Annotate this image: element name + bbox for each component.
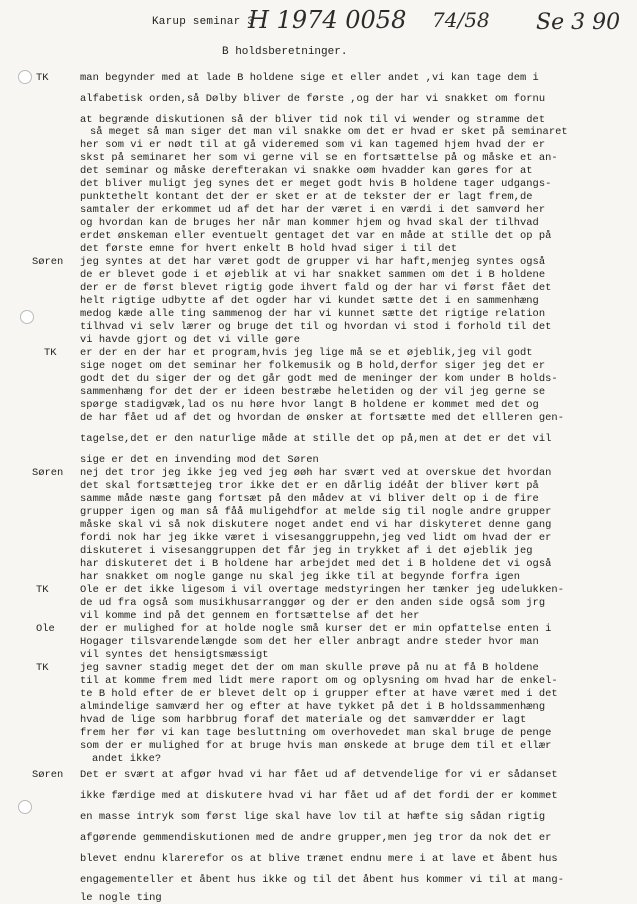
document-subtitle: B holdsberetninger. bbox=[222, 46, 348, 58]
transcript-line: hvad de lige som harbbrug foraf det materiale og det samværdder er lagt bbox=[80, 714, 527, 726]
punch-hole-bottom bbox=[18, 800, 32, 814]
transcript-line: jeg syntes at det har været godt de grupper vi har haft,menjeg syntes også bbox=[80, 256, 546, 268]
punch-hole-top bbox=[18, 70, 32, 84]
transcript-line: sige er det en invending mod det Søren bbox=[80, 454, 319, 466]
speaker-label-tk: TK bbox=[36, 584, 49, 596]
speaker-label-soren: Søren bbox=[32, 769, 64, 781]
transcript-line: det seminar og måske derefterakan vi snakke oøm hvadder kan gøres for at bbox=[80, 165, 533, 177]
transcript-line: samtaler der erkommet ud af det har der været i en værdi i det samvørd her bbox=[80, 204, 546, 216]
transcript-line: samme måde næste gang fortsæt på den mådev at vi bliver delt op i de fire bbox=[80, 493, 539, 505]
transcript-line: der er mulighed for at holde nogle små kurser det er min opfattelse enten i bbox=[80, 623, 552, 635]
transcript-line: spørge stadigvæk,lad os nu høre hvor langt B holdene er kommet med det og bbox=[80, 399, 539, 411]
transcript-line: diskuteret i visesanggruppen det får jeg in trykket af i det øjeblik jeg bbox=[80, 545, 533, 557]
transcript-line: de har fået ud af det og hvordan de ønsker at fortsætte med det ellleren gen- bbox=[80, 412, 564, 424]
transcript-line: frem her før vi kan tage besluttning om overhovedet man skal bruge de penge bbox=[80, 727, 552, 739]
transcript-line: vi havde gjort og det vi ville gøre bbox=[80, 334, 300, 346]
transcript-line: Det er svært at afgør hvad vi har fået ud af detvendelige for vi er sådanset bbox=[80, 769, 558, 781]
handwritten-archive-number: H 1974 0058 bbox=[248, 6, 407, 34]
transcript-line: det skal fortsættejeg tror ikke det er en dårlig idéåt der bliver kørt på bbox=[80, 480, 539, 492]
transcript-line: jeg savner stadig meget det der om man skulle prøve på nu at få B holdene bbox=[80, 662, 539, 674]
transcript-line: der er de først blevet rigtig gode ihvert fald og der har vi først fået det bbox=[80, 282, 552, 294]
transcript-line: medog kæde alle ting sammenog der har vi kunnet sætte det rigtige relation bbox=[80, 308, 546, 320]
transcript-line: vil komme ind på det gennem en fortsættelse af det her bbox=[80, 610, 420, 622]
transcript-line: blevet endnu klarerefor os at blive trænet endnu mere i at lave et åbent hus bbox=[80, 853, 558, 865]
transcript-line: de ud fra også som musikhusarranggør og der er den anden side også som jrg bbox=[80, 597, 546, 609]
transcript-line: le nogle ting bbox=[80, 892, 162, 904]
transcript-line: tagelse,det er den naturlige måde at stille det op på,men at det er det vil bbox=[80, 433, 552, 445]
transcript-line: at begrænde diskutionen så der bliver tid nok til vi wender og stramme det bbox=[80, 114, 546, 126]
speaker-label-soren: Søren bbox=[32, 467, 64, 479]
handwritten-reference: 74/58 bbox=[432, 8, 490, 32]
transcript-line: og hvordan kan de bruges her når man kommer hjem og hvad skal der tilhvad bbox=[80, 217, 539, 229]
transcript-line: måske skal vi så nok diskutere noget andet end vi har diskyteret denne gang bbox=[80, 519, 552, 531]
transcript-line: fordi nok har jeg ikke været i visesanggruppehn,jeg ved lidt om hvad der er bbox=[80, 532, 552, 544]
transcript-line: te B hold efter de er blevet delt op i grupper efter at have været med i det bbox=[80, 688, 558, 700]
transcript-line: grupper igen og man så fåå muligehdfor at melde sig til nogle andre grupper bbox=[80, 506, 552, 518]
handwritten-page-number: Se 3 90 bbox=[536, 10, 621, 35]
transcript-line: helt rigtige udbytte af det ogder har vi kundet sætte det i en sammenhæng bbox=[80, 295, 539, 307]
transcript-line: så meget så man siger det man vil snakke om det er hvad er sket på seminaret bbox=[90, 126, 568, 138]
transcript-line: har snakket om nogle gange nu skal jeg ikke til at begynde forfra igen bbox=[80, 571, 520, 583]
transcript-line: afgørende gemmendiskutionen med de andre grupper,men jeg tror da nok det er bbox=[80, 832, 552, 844]
transcript-line: godt det du siger der og det går godt med de meninger der kom under B holds- bbox=[80, 373, 558, 385]
punch-hole-middle bbox=[20, 310, 34, 324]
transcript-line: Ole er det ikke ligesom i vil overtage medstyringen her tænker jeg udelukken- bbox=[80, 584, 564, 596]
speaker-label-tk: TK bbox=[36, 662, 49, 674]
transcript-line: andet ikke? bbox=[92, 753, 162, 765]
document-title: Karup seminar 3 bbox=[152, 16, 255, 28]
transcript-line: nej det tror jeg ikke jeg ved jeg øøh har svært ved at overskue det hvordan bbox=[80, 467, 552, 479]
speaker-label-tk: TK bbox=[36, 72, 49, 84]
transcript-line: tilhvad vi selv lærer og bruge det til og hvordan vi stod i forhold til det bbox=[80, 321, 552, 333]
transcript-line: her som vi er nødt til at gå videremed som vi kan tagemed hjem hvad der er bbox=[80, 139, 546, 151]
transcript-line: ikke færdige med at diskutere hvad vi har fået ud af det fordi der er kommet bbox=[80, 790, 558, 802]
transcript-line: til at komme frem med lidt mere raport om og oplysning om hvad har de enkel- bbox=[80, 675, 558, 687]
transcript-line: vil syntes det hensigtsmæssigt bbox=[80, 649, 269, 661]
transcript-line: som der er mulighed for at bruge hvis man ønskede at bruge dem til et ellær bbox=[80, 740, 552, 752]
transcript-line: man begynder med at lade B holdene sige et eller andet ,vi kan tage dem i bbox=[80, 72, 539, 84]
transcript-line: det bliver muligt jeg synes det er meget godt hvis B holdene tager udgangs- bbox=[80, 178, 552, 190]
transcript-line: almindelige samværd her og efter at have tykket på det i B holdssammenhæng bbox=[80, 701, 546, 713]
speaker-label-soren: Søren bbox=[32, 256, 64, 268]
transcript-line: det første emne for hvert enkelt B hold hvad siger i til det bbox=[80, 243, 458, 255]
transcript-line: skst på seminaret her som vi gerne vil se en fortsættelse på og måske et an- bbox=[80, 152, 558, 164]
transcript-line: erdet ønskeman eller eventuelt gentaget det var en måde at stille det op på bbox=[80, 230, 552, 242]
transcript-line: alfabetisk orden,så Dølby bliver de første ,og der har vi snakket om fornu bbox=[80, 93, 546, 105]
speaker-label-ole: Ole bbox=[36, 623, 55, 635]
speaker-label-tk: TK bbox=[44, 347, 57, 359]
transcript-line: sige noget om det seminar her folkemusik og B hold,derfor siger jeg det er bbox=[80, 360, 546, 372]
transcript-line: en masse intryk som først lige skal have lov til at hæfte sig sådan rigtig bbox=[80, 811, 546, 823]
transcript-line: er der en der har et program,hvis jeg lige må se et øjeblik,jeg vil godt bbox=[80, 347, 533, 359]
transcript-line: punktethelt kontant det der er sket er at de tekster der er lagt frem,de bbox=[80, 191, 533, 203]
transcript-line: engagementeller et åbent hus ikke og til det åbent hus kommer vi til at mang- bbox=[80, 874, 564, 886]
transcript-line: sammenhæng for det der er ideen bestræbe heletiden og der vil jeg gerne se bbox=[80, 386, 546, 398]
transcript-line: Hogager tilsvarendelængde som det her eller anbragt andre steder hvor man bbox=[80, 636, 539, 648]
transcript-line: de er blevet gode i et øjeblik at vi har snakket sammen om det i B holdene bbox=[80, 269, 546, 281]
transcript-line: har diskuteret det i B holdene har arbejdet med det i B holdene det vi også bbox=[80, 558, 552, 570]
